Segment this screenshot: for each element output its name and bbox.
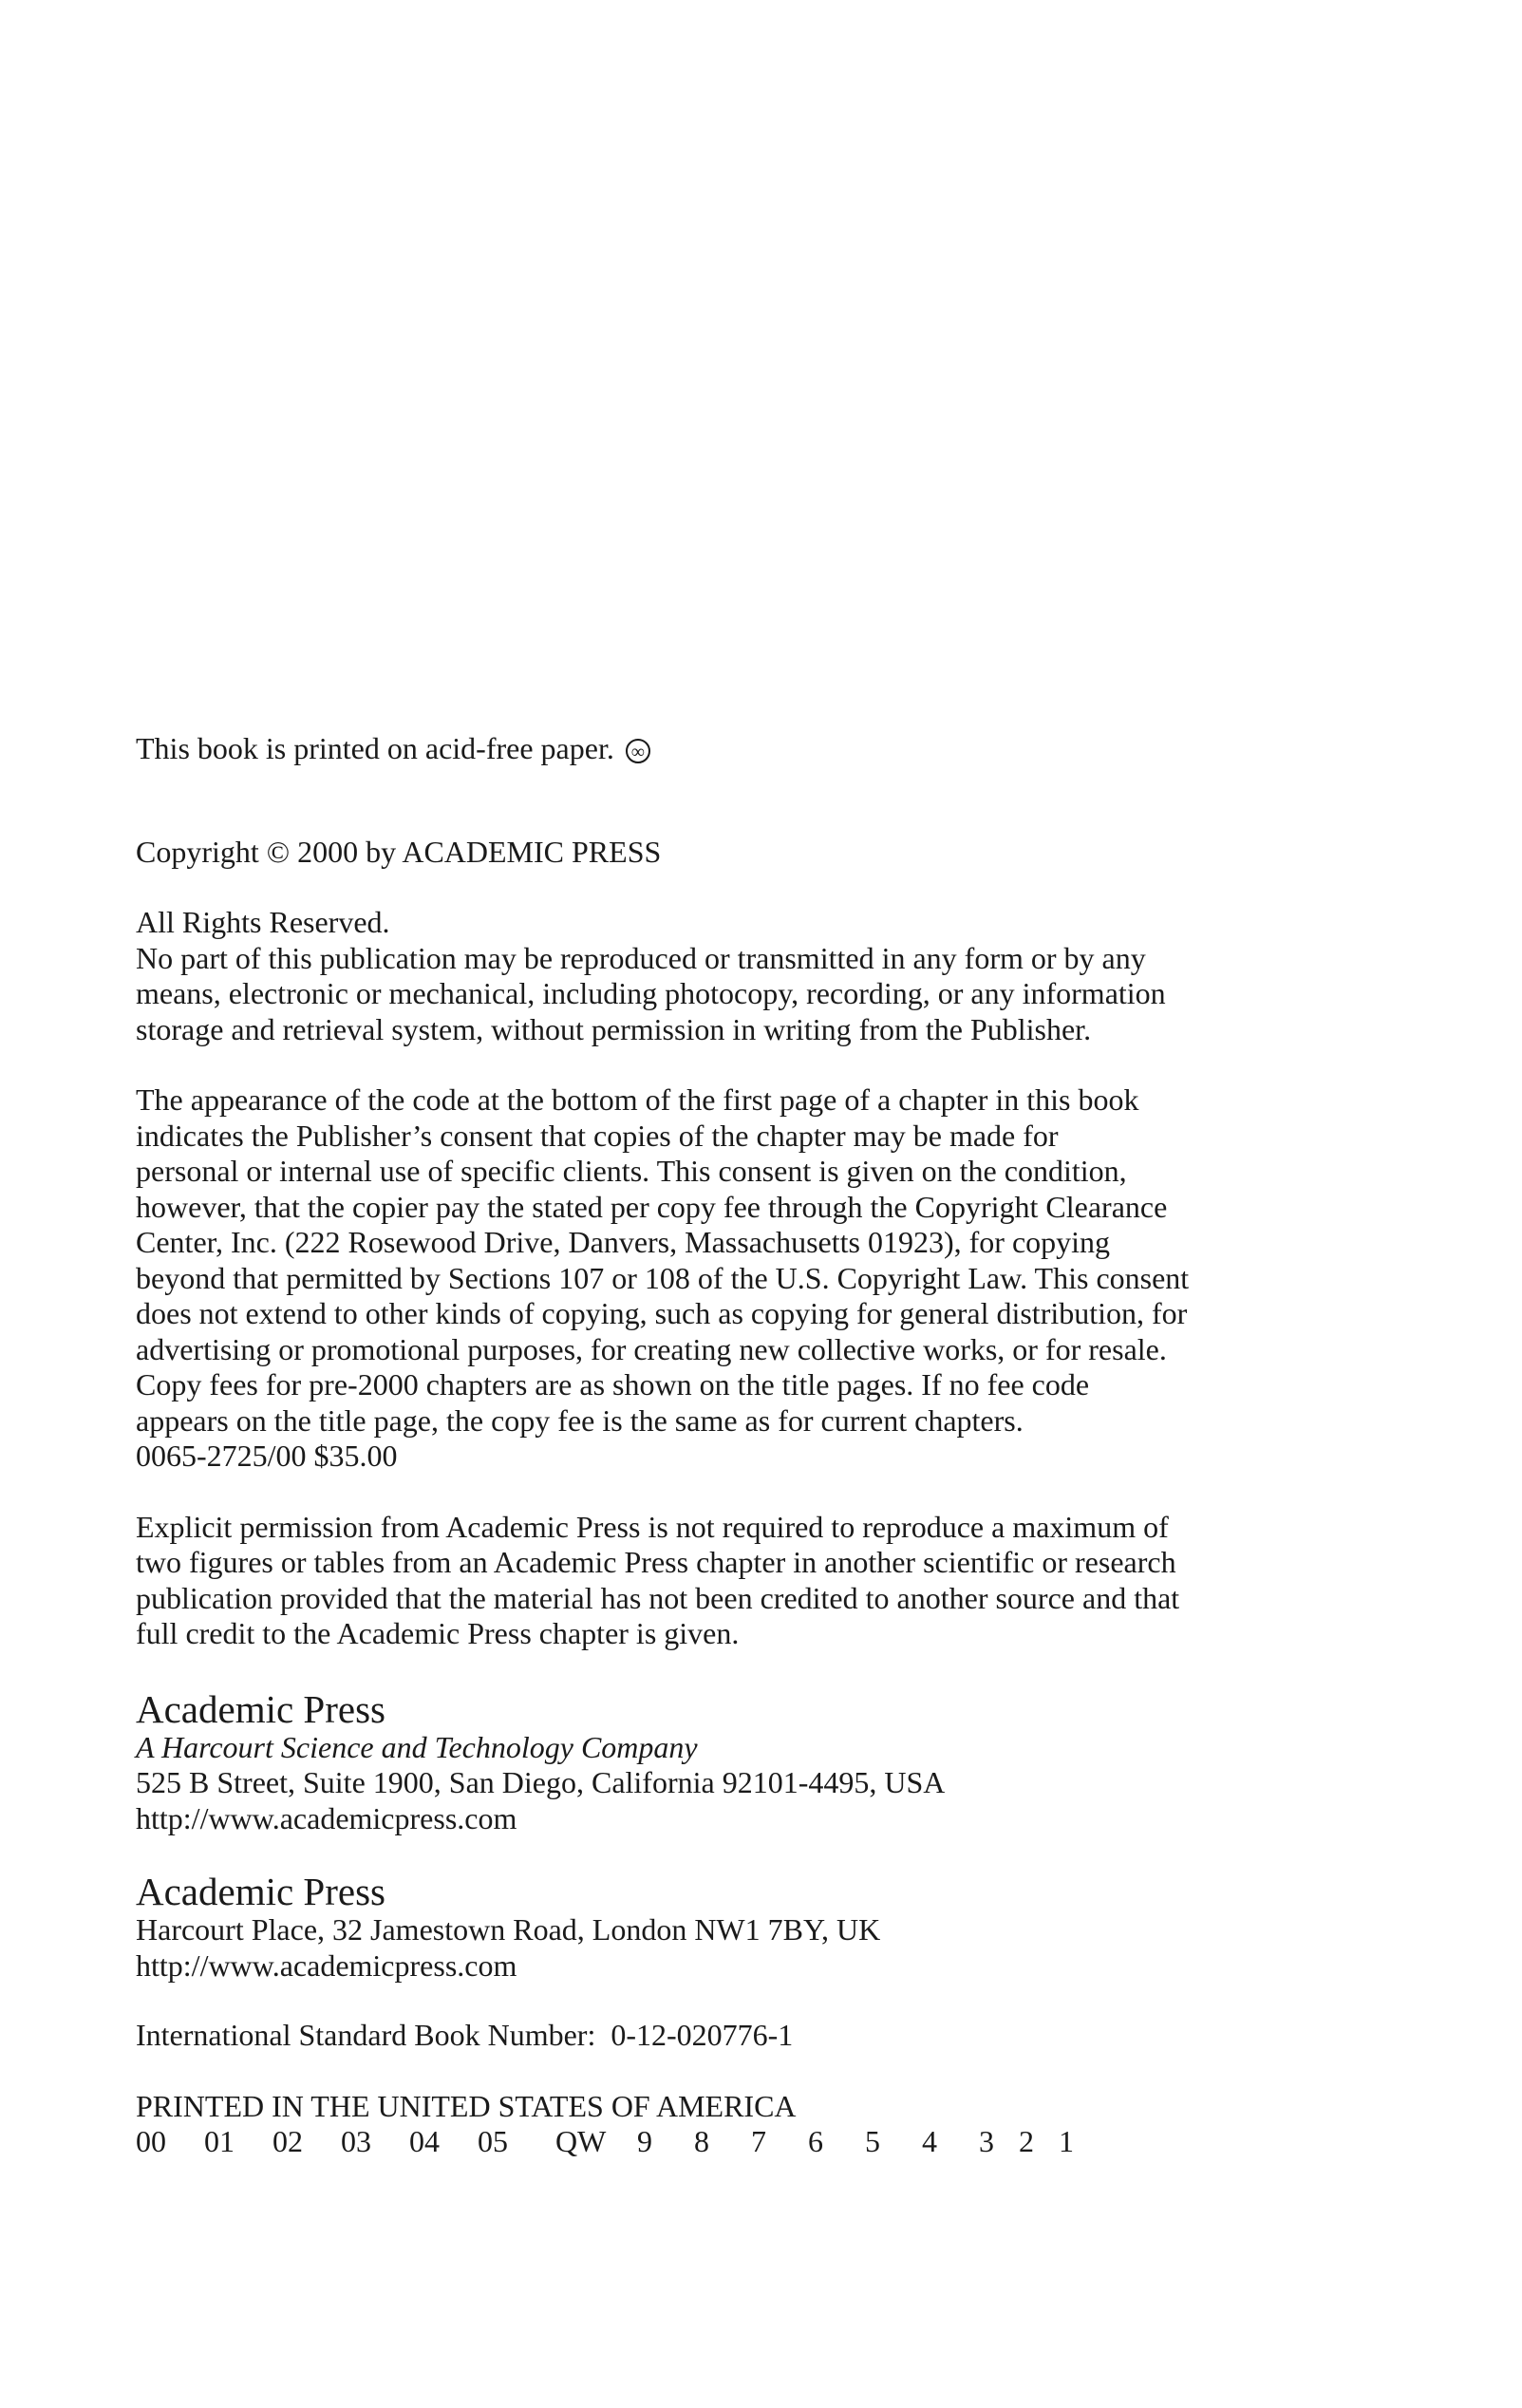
printing-code: 9 bbox=[637, 2124, 652, 2158]
rights-line: All Rights Reserved. bbox=[136, 905, 390, 939]
printing-codes bbox=[136, 2124, 1361, 2160]
printed-in-line: PRINTED IN THE UNITED STATES OF AMERICA bbox=[136, 2088, 797, 2123]
printing-code: 01 bbox=[204, 2124, 235, 2158]
printing-code: 8 bbox=[694, 2124, 709, 2158]
publisher-uk-block bbox=[136, 1871, 1361, 1984]
permission-line: publication provided that the material has not been credited to another source and that bbox=[136, 1580, 1180, 1615]
printing-code: 3 bbox=[979, 2124, 994, 2158]
printing-code: 02 bbox=[272, 2124, 303, 2158]
consent-line: beyond that permitted by Sections 107 or 108 of the U.S. Copyright Law. This consent bbox=[136, 1260, 1190, 1295]
publisher-us-address: 525 B Street, Suite 1900, San Diego, California 92101-4495, USA bbox=[136, 1765, 946, 1799]
fee-code: 0065-2725/00 $35.00 bbox=[136, 1439, 398, 1473]
printing-code: 04 bbox=[409, 2124, 440, 2158]
consent-line: appears on the title page, the copy fee is the same as for current chapters. bbox=[136, 1402, 1024, 1438]
consent-line: advertising or promotional purposes, for creating new collective works, or for resale. bbox=[136, 1331, 1167, 1366]
isbn-line bbox=[136, 2018, 1361, 2054]
copyright-line: Copyright © 2000 by ACADEMIC PRESS bbox=[136, 834, 662, 869]
permission-line: full credit to the Academic Press chapter is given. bbox=[136, 1616, 740, 1650]
permission-line: Explicit permission from Academic Press is not required to reproduce a maximum of bbox=[136, 1509, 1169, 1544]
printing-code: 03 bbox=[341, 2124, 371, 2158]
printing-code: 00 bbox=[136, 2124, 166, 2158]
rights-paragraph bbox=[136, 905, 1361, 1047]
printing-code: 05 bbox=[478, 2124, 508, 2158]
acid-free-text: This book is printed on acid-free paper. bbox=[136, 731, 614, 765]
consent-line: indicates the Publisher’s consent that copies of the chapter may be made for bbox=[136, 1118, 1059, 1153]
consent-line: The appearance of the code at the bottom of the first page of a chapter in this book bbox=[136, 1082, 1139, 1117]
printing-code: 5 bbox=[865, 2124, 880, 2158]
publisher-us-block bbox=[136, 1688, 1361, 1837]
consent-line: however, that the copier pay the stated per copy fee through the Copyright Clearance bbox=[136, 1189, 1168, 1224]
printing-code: QW bbox=[555, 2124, 607, 2158]
printing-code: 1 bbox=[1059, 2124, 1074, 2158]
copyright-page bbox=[136, 731, 1361, 2160]
consent-line: Center, Inc. (222 Rosewood Drive, Danvers, Massachusetts 01923), for copying bbox=[136, 1225, 1111, 1259]
rights-line: storage and retrieval system, without permission in writing from the Publisher. bbox=[136, 1011, 1092, 1046]
printing-code: 6 bbox=[808, 2124, 823, 2158]
printing-code: 4 bbox=[922, 2124, 937, 2158]
acid-free-notice bbox=[136, 731, 1361, 767]
printing-code: 2 bbox=[1019, 2124, 1034, 2158]
isbn-text: International Standard Book Number: 0-12-020776-1 bbox=[136, 2018, 794, 2052]
publisher-uk-url[interactable]: http://www.academicpress.com bbox=[136, 1947, 517, 1983]
rights-line: means, electronic or mechanical, including photocopy, recording, or any information bbox=[136, 976, 1166, 1010]
printing-block bbox=[136, 2089, 1361, 2160]
infinity-icon: ∞ bbox=[626, 739, 650, 763]
publisher-us-tagline: A Harcourt Science and Technology Company bbox=[136, 1729, 698, 1764]
consent-line: does not extend to other kinds of copying, such as copying for general distribution, for bbox=[136, 1296, 1188, 1330]
permission-line: two figures or tables from an Academic Press chapter in another scientific or research bbox=[136, 1545, 1176, 1579]
printing-code: 7 bbox=[751, 2124, 766, 2158]
publisher-us-name: Academic Press bbox=[136, 1686, 385, 1731]
rights-line: No part of this publication may be reproduced or transmitted in any form or by any bbox=[136, 940, 1146, 975]
publisher-us-url[interactable]: http://www.academicpress.com bbox=[136, 1800, 517, 1835]
consent-line: Copy fees for pre-2000 chapters are as shown on the title pages. If no fee code bbox=[136, 1367, 1090, 1402]
publisher-uk-name: Academic Press bbox=[136, 1870, 385, 1913]
consent-line: personal or internal use of specific clients. This consent is given on the condition, bbox=[136, 1154, 1127, 1188]
publisher-uk-address: Harcourt Place, 32 Jamestown Road, London NW1 7BY, UK bbox=[136, 1912, 881, 1947]
permission-paragraph bbox=[136, 1510, 1361, 1652]
consent-paragraph bbox=[136, 1082, 1361, 1475]
